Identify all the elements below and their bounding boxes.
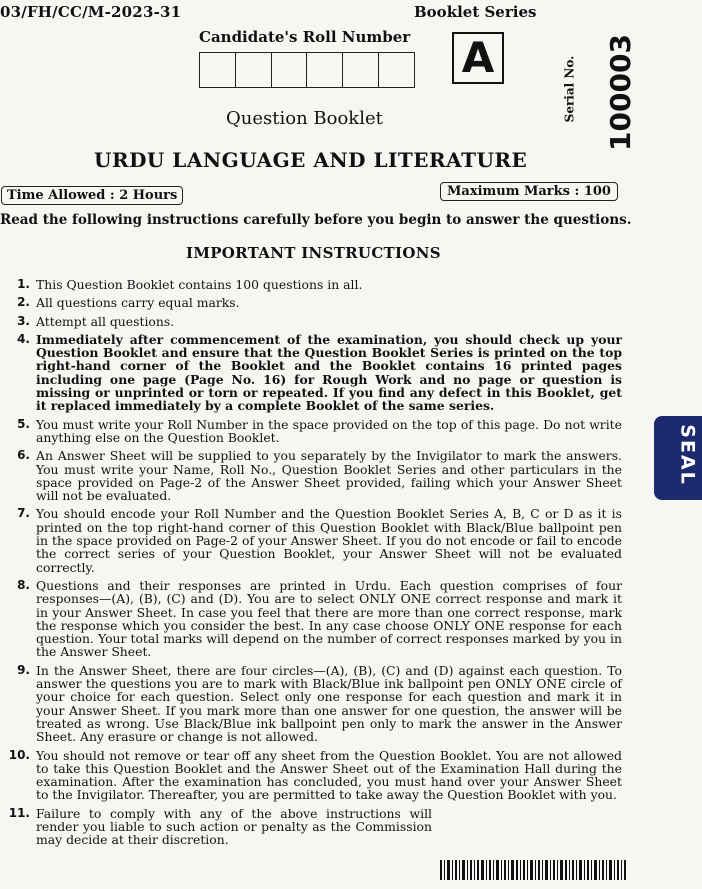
booklet-code: 03/FH/CC/M-2023-31: [0, 3, 182, 21]
instruction-item: 3. Attempt all questions.: [17, 313, 175, 329]
serial-number: 100003: [603, 34, 637, 151]
serial-number-block: [548, 28, 637, 151]
roll-number-boxes[interactable]: [199, 52, 415, 88]
instruction-item: 11. Failure to comply with any of the above instructions will render you liable to such action or penalty as the Commission may decide at their discretion.: [8, 805, 432, 848]
booklet-series-letter: A: [461, 33, 495, 82]
instruction-item: 5. You must write your Roll Number in the space provided on the top of this page. Do not write anything else on the Question Booklet.: [17, 416, 622, 445]
maximum-marks: Maximum Marks : 100: [440, 182, 618, 201]
seal-label: SEAL: [676, 424, 699, 486]
instruction-item: 8. Questions and their responses are printed in Urdu. Each question comprises of four responses—(A), (B), (C) and (D). You are to select ONLY ONE correct response and mark it in your Answer Sheet. In case you feel that there are more than one correct response, mark the response which you consider the best. In any case choose ONLY ONE response for each question. Your total marks will depend on the number of correct responses marked by you in the Answer Sheet.: [17, 577, 622, 660]
booklet-series-label: Booklet Series: [414, 3, 537, 21]
roll-box[interactable]: [272, 53, 308, 87]
roll-box[interactable]: [379, 53, 414, 87]
instruction-item: 6. An Answer Sheet will be supplied to you separately by the Invigilator to mark the answers. You must write your Name, Roll No., Question Booklet Series and other particulars in the space provided on Page-2 of the Answer Sheet provided, failing which your Answer Sheet will not be evaluated.: [17, 448, 622, 504]
instruction-item: 4. Immediately after commencement of the examination, you should check up your Question Booklet and ensure that the Question Booklet Series is printed on the top right-hand corner of the Booklet and the Booklet contains 16 printed pages including one page (Page No. 16) for Rough Work and no page or question is missing or unprinted or torn or repeated. If you find any defect in this Booklet, get it replaced immediately by a complete Booklet of the same series.: [17, 331, 622, 414]
instruction-item: 10. You should not remove or tear off any sheet from the Question Booklet. You are not allowed to take this Question Booklet and the Answer Sheet out of the Examination Hall during the examination. After the examination has concluded, you must hand over your Answer Sheet to the Invigilator. Thereafter, you are permitted to take away the Question Booklet with you.: [8, 747, 622, 803]
roll-number-label: Candidate's Roll Number: [199, 28, 411, 46]
roll-box[interactable]: [307, 53, 343, 87]
time-allowed: Time Allowed : 2 Hours: [1, 186, 183, 205]
instruction-item: 1. This Question Booklet contains 100 questions in all.: [17, 277, 363, 292]
booklet-title: Question Booklet: [226, 108, 383, 129]
roll-box[interactable]: [236, 53, 272, 87]
barcode-graphic: [440, 860, 626, 880]
instruction-item: 2. All questions carry equal marks.: [17, 295, 240, 311]
instructions-list: [6, 278, 622, 852]
roll-box[interactable]: [343, 53, 379, 87]
booklet-series-box: [452, 32, 504, 84]
instructions-heading: IMPORTANT INSTRUCTIONS: [186, 244, 441, 262]
roll-box[interactable]: [200, 53, 236, 87]
instruction-item: 7. You should encode your Roll Number and the Question Booklet Series A, B, C or D as it is printed on the top right-hand corner of this Question Booklet with Black/Blue ballpoint pen in the space provided on Page-2 of your Answer Sheet. If you do not encode or fail to encode the correct series of your Question Booklet, your Answer Sheet will not be evaluated correctly.: [17, 506, 622, 575]
instruction-item: 9. In the Answer Sheet, there are four circles—(A), (B), (C) and (D) against each question. To answer the questions you are to mark with Black/Blue ink ballpoint pen ONLY ONE circle of your choice for each question. Select only one response for each question and mark it in your Answer Sheet. If you mark more than one answer for one question, the answer will be treated as wrong. Use Black/Blue ink ballpoint pen only to mark the answer in the Answer Sheet. Any erasure or change is not allowed.: [17, 662, 622, 745]
read-instructions-note: Read the following instructions carefully before you begin to answer the questions.: [0, 212, 632, 228]
seal-tab: [654, 416, 702, 500]
serial-label: Serial No.: [562, 55, 577, 123]
subject-title: URDU LANGUAGE AND LITERATURE: [94, 148, 528, 172]
